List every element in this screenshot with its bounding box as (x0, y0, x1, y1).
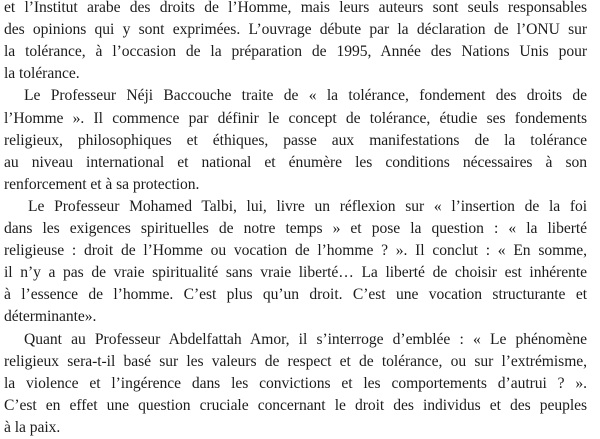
text-line: dans les exigences spirituelles de notre temps » et pose la question : « la liberté (4, 220, 587, 237)
text-line: Quant au Professeur Abdelfattah Amor, il s’interroge d’emblée : « Le phénomène (24, 330, 587, 348)
text-line: au niveau international et national et énumère les conditions nécessaires à son (4, 153, 587, 171)
text-line: il n’y a pas de vraie spiritualité sans vraie liberté… La liberté de choisir est inhérente (4, 264, 587, 282)
text-line: la tolérance. (4, 65, 80, 83)
text-line: à l’essence de l’homme. C’est plus qu’un droit. C’est une vocation structurante et (4, 286, 587, 304)
text-line: des opinions qui y sont exprimées. L’ouvrage débute par la déclaration de l’ONU sur (4, 21, 587, 39)
text-line: la tolérance, à l’occasion de la préparation de 1995, Année des Nations Unis pour (4, 43, 587, 61)
text-line: l’Homme ». Il commence par définir le concept de tolérance, étudie ses fondements (4, 109, 587, 127)
text-line: et l’Institut arabe des droits de l’Homme, mais leurs auteurs sont seuls responsables (4, 0, 587, 16)
text-line: Le Professeur Mohamed Talbi, lui, livre un réflexion sur « l’insertion de la foi (28, 197, 587, 215)
text-line: C’est en effet une question cruciale concernant le droit des individus et des peuples (4, 396, 587, 414)
text-line: Le Professeur Néji Baccouche traite de « la tolérance, fondement des droits de (24, 87, 587, 105)
text-line: renforcement et à sa protection. (4, 175, 200, 193)
text-line: la violence et l’ingérence dans les convictions et les comportements d’autrui ? ». (4, 374, 587, 392)
text-line: déterminante». (4, 308, 97, 326)
text-line: religieux sera-t-il basé sur les valeurs de respect et de tolérance, ou sur l’extrémisme, (4, 352, 587, 370)
text-line: religieuse : droit de l’Homme ou vocation de l’homme ? ». Il conclut : « En somme, (4, 242, 587, 260)
text-line: à la paix. (4, 418, 61, 436)
text-line: religieux, philosophiques et éthiques, passe aux manifestations de la tolérance (4, 131, 587, 149)
